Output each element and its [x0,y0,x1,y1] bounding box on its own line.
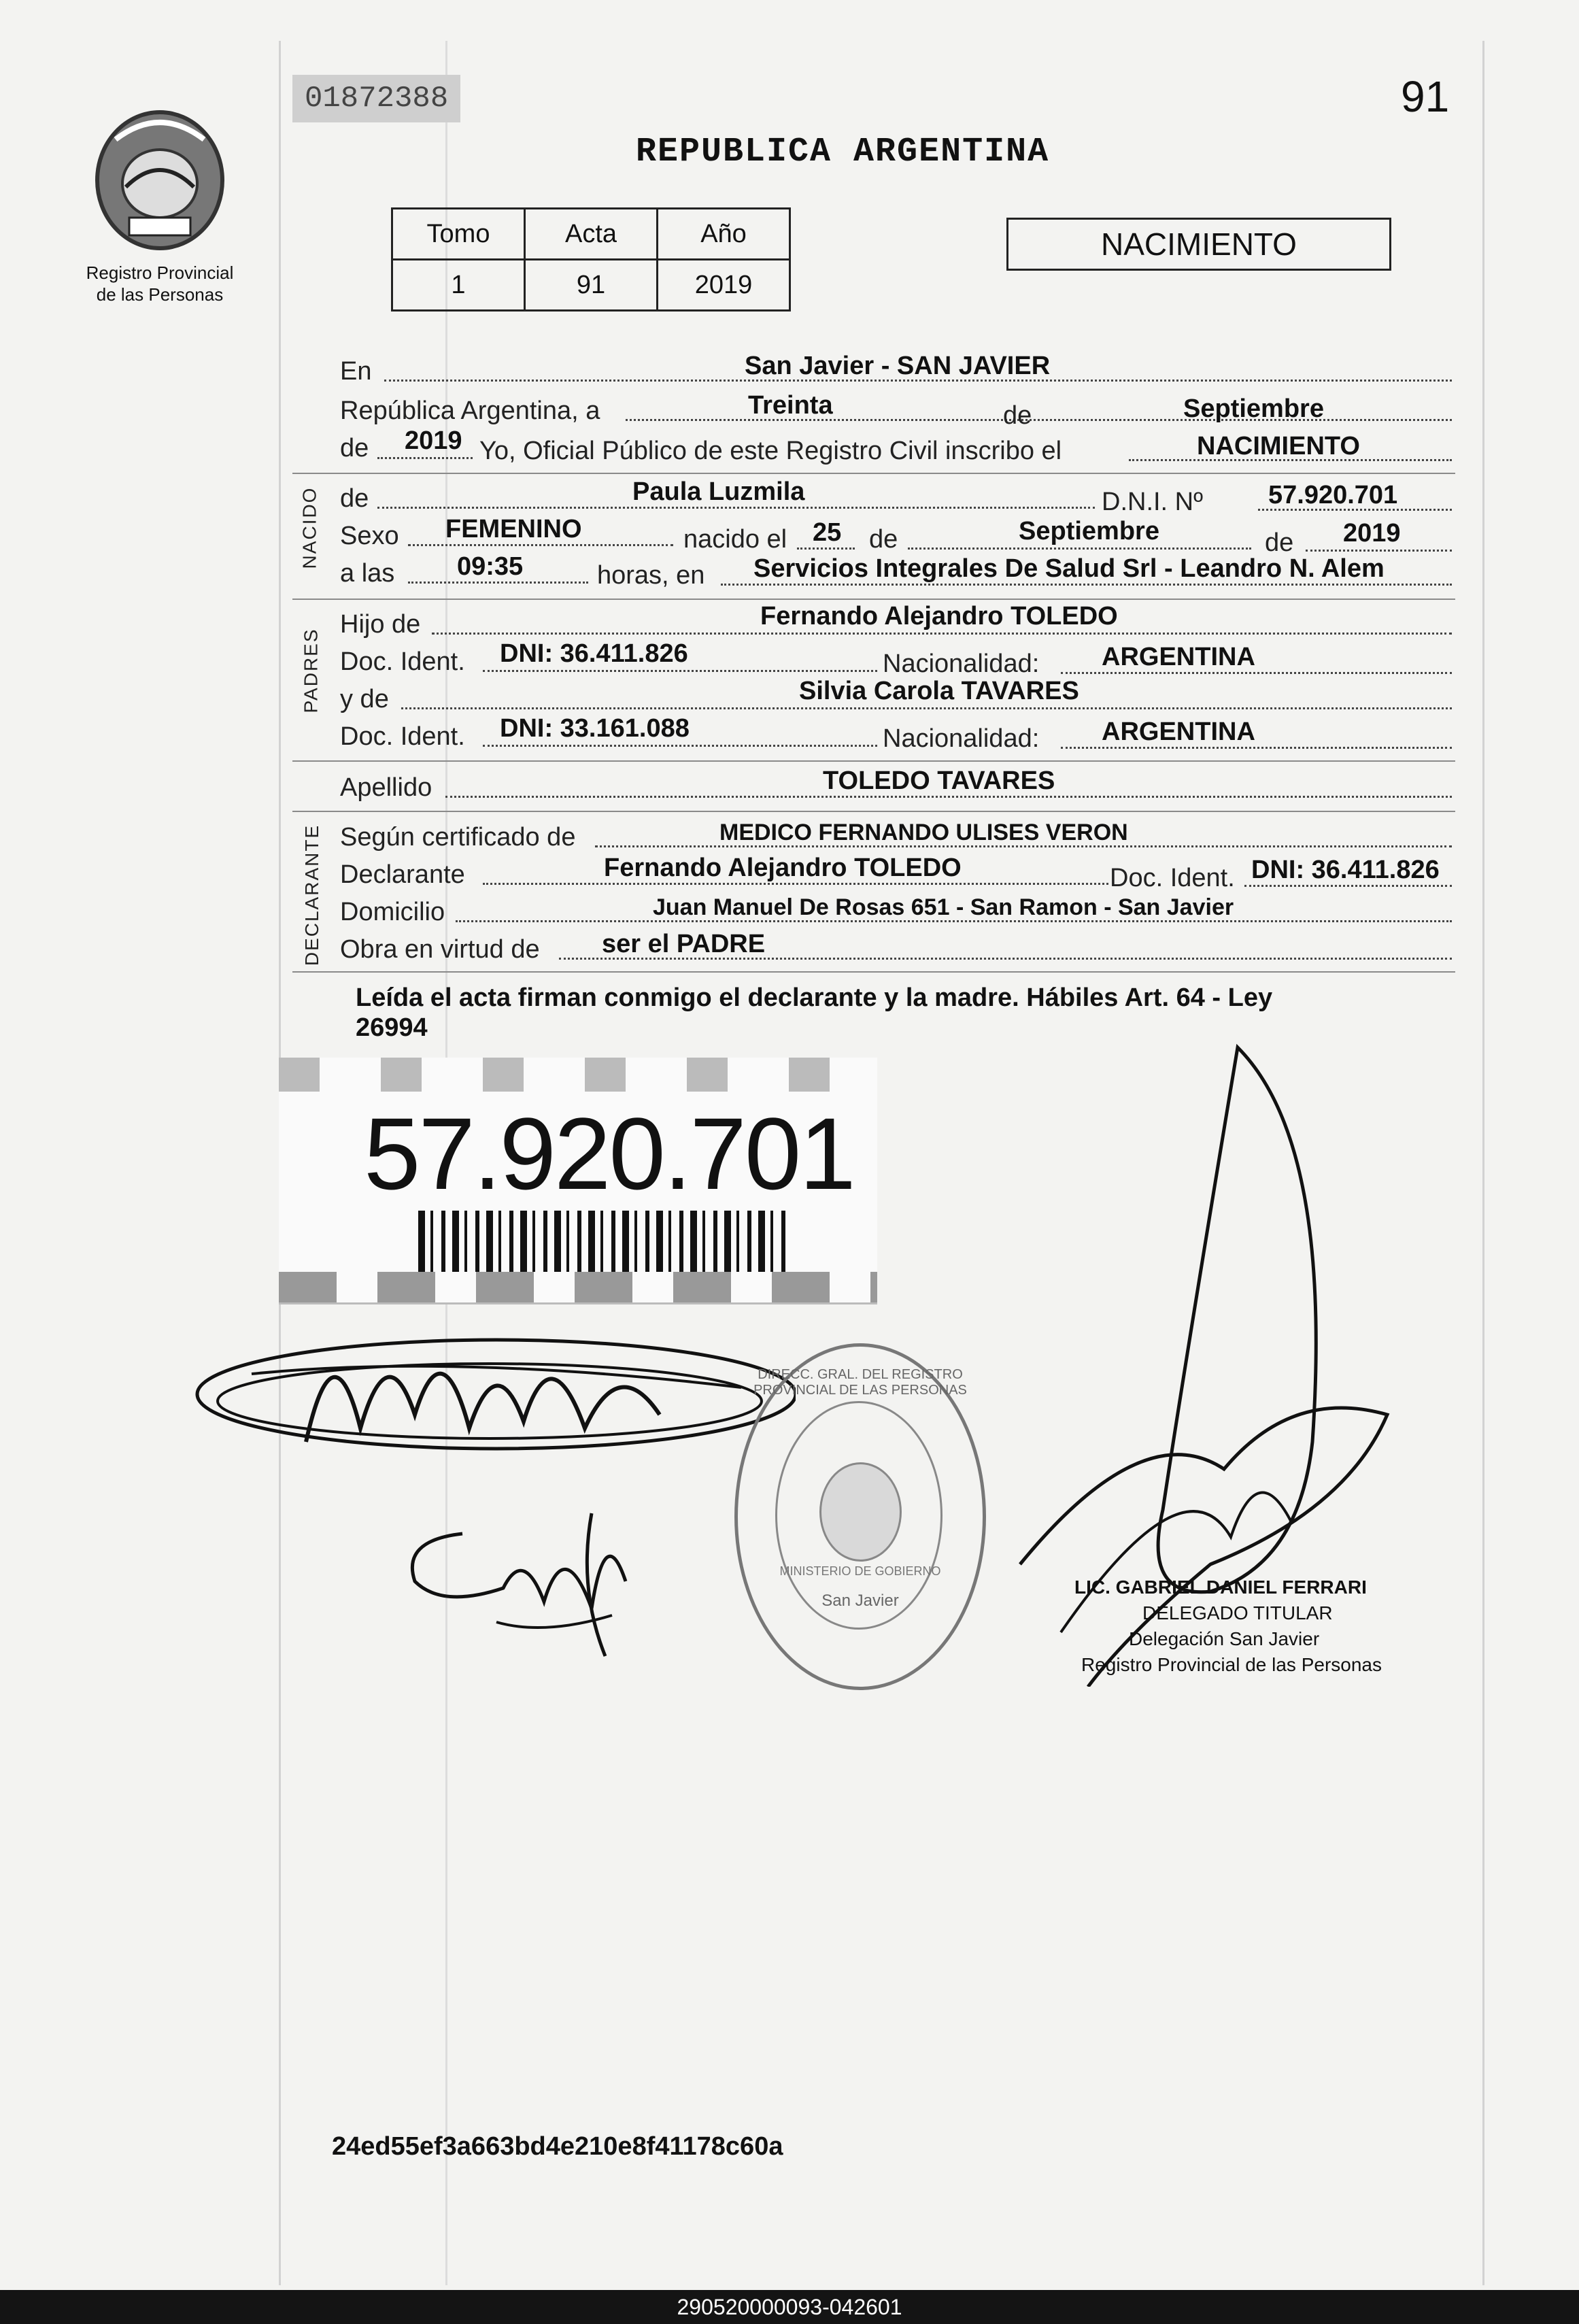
label-nacido-de: de [340,484,369,513]
registry-table [391,207,791,311]
label-domicilio: Domicilio [340,898,445,926]
dots-surname [445,796,1452,798]
official-name: LIC. GABRIEL DANIEL FERRARI [1074,1577,1367,1598]
divider-nacido-top [292,473,1455,474]
logo-caption: Registro Provincial de las Personas [86,263,234,305]
mother-name: Silvia Carola TAVARES [799,677,1079,705]
certificate-value: MEDICO FERNANDO ULISES VERON [719,820,1128,845]
label-sexo: Sexo [340,522,399,550]
label-nac-mother: Nacionalidad: [883,724,1040,753]
stamp-city: San Javier [821,1592,899,1610]
label-a-las: a las [340,559,395,588]
address-value: Juan Manuel De Rosas 651 - San Ramon - San Javier [653,894,1234,920]
header-ano: Año [658,209,790,260]
mother-doc: DNI: 33.161.088 [500,714,690,743]
divider-declarante-top [292,811,1455,812]
signature-declarant [184,1292,796,1483]
label-republica: República Argentina, a [340,397,600,425]
label-de-year: de [340,434,369,462]
stamp-inner-text: MINISTERIO DE GOBIERNO [779,1564,941,1578]
year-value: 2019 [405,426,462,455]
label-y-de: y de [340,685,389,713]
page-number: 91 [1401,72,1450,121]
country-title: REPUBLICA ARGENTINA [636,133,1050,171]
official-stamp [734,1343,986,1690]
capacity-value: ser el PADRE [602,930,766,958]
label-de-month2: de [869,525,898,554]
label-doc-father: Doc. Ident. [340,647,465,676]
dots-declarant-doc [1244,885,1452,887]
dots-father-doc [483,670,877,672]
record-type-box: NACIMIENTO [1006,218,1391,271]
dots-time [408,582,588,584]
official-registry: Registro Provincial de las Personas [1081,1654,1382,1675]
event-value: NACIMIENTO [1197,432,1360,460]
label-en: En [340,357,372,386]
footer-code: 290520000093-042601 [0,2290,1579,2324]
sticker-top-band [279,1058,877,1092]
label-obra: Obra en virtud de [340,935,540,964]
birth-day: 25 [813,518,842,547]
official-block [1074,1574,1382,1678]
father-nationality: ARGENTINA [1102,643,1255,671]
stamp-emblem [819,1462,902,1562]
official-title: DELEGADO TITULAR [1142,1602,1333,1623]
stamp-outer-text: DIRECC. GRAL. DEL REGISTRO PROVINCIAL DE LAS PERSONAS [753,1367,967,1398]
label-declarante: Declarante [340,860,465,889]
divider-apellido-top [292,760,1455,762]
father-doc: DNI: 36.411.826 [500,639,688,668]
label-doc-mother: Doc. Ident. [340,722,465,751]
label-dni: D.N.I. Nº [1102,488,1203,516]
declarant-name: Fernando Alejandro TOLEDO [604,854,962,882]
mother-nationality: ARGENTINA [1102,718,1255,746]
label-horas: horas, en [597,561,705,590]
official-office: Delegación San Javier [1129,1628,1320,1649]
closing-line-1: Leída el acta firman conmigo el declarante y la madre. Hábiles Art. 64 - Ley [356,983,1273,1012]
dots-year [377,457,473,459]
label-nacido-el: nacido el [683,525,787,554]
right-margin-line [1482,41,1484,2285]
dots-name [377,507,1095,509]
header-acta: Acta [525,209,658,260]
closing-line-2: 26994 [356,1013,428,1042]
header-tomo: Tomo [392,209,525,260]
sticker-number: 57.920.701 [364,1096,854,1211]
label-de-year2: de [1265,528,1294,557]
value-ano: 2019 [658,260,790,311]
section-label-nacido: NACIDO [299,486,320,569]
birth-time: 09:35 [457,552,524,581]
birth-month: Septiembre [1019,517,1159,545]
divider-closing-top [292,971,1455,973]
birth-year: 2019 [1343,519,1401,548]
child-dni: 57.920.701 [1268,481,1398,509]
value-acta: 91 [525,260,658,311]
dots-day [797,548,855,550]
dni-sticker [279,1058,877,1304]
dots-mother [401,707,1452,709]
dots-declarant [483,883,1108,885]
serial-number: 01872388 [292,75,460,122]
dots-father [432,633,1452,635]
birth-place: Servicios Integrales De Salud Srl - Leandro N. Alem [753,554,1385,583]
surname-value: TOLEDO TAVARES [823,767,1055,795]
dots-month [908,548,1251,550]
value-tomo: 1 [392,260,525,311]
dots-mother-nac [1061,747,1452,749]
father-name: Fernando Alejandro TOLEDO [760,602,1118,630]
label-hijo: Hijo de [340,610,421,639]
section-label-padres: PADRES [300,628,322,713]
label-de-month: de [1003,401,1032,430]
signature-mother [388,1506,673,1663]
dots-sexo [408,544,673,546]
barcode [418,1211,785,1272]
dots-mother-doc [483,745,877,747]
dots-father-nac [1061,672,1452,674]
place-value: San Javier - SAN JAVIER [745,352,1051,380]
declarant-doc: DNI: 36.411.826 [1251,856,1440,884]
dots-birthyear [1306,550,1452,552]
month-value: Septiembre [1183,394,1324,423]
label-certificado: Según certificado de [340,823,576,852]
divider-padres-top [292,599,1455,600]
section-label-declarante: DECLARANTE [301,824,323,966]
label-doc-declarant: Doc. Ident. [1110,864,1235,892]
label-apellido: Apellido [340,773,432,802]
sex-value: FEMENINO [445,515,582,543]
child-name: Paula Luzmila [632,477,805,506]
document-hash: 24ed55ef3a663bd4e210e8f41178c60a [332,2132,783,2161]
label-nac-father: Nacionalidad: [883,650,1040,678]
label-inscribo: Yo, Oficial Público de este Registro Civil inscribo el [479,437,1062,465]
misiones-logo-icon [88,105,231,255]
day-value: Treinta [748,391,833,420]
dots-place [721,584,1452,586]
